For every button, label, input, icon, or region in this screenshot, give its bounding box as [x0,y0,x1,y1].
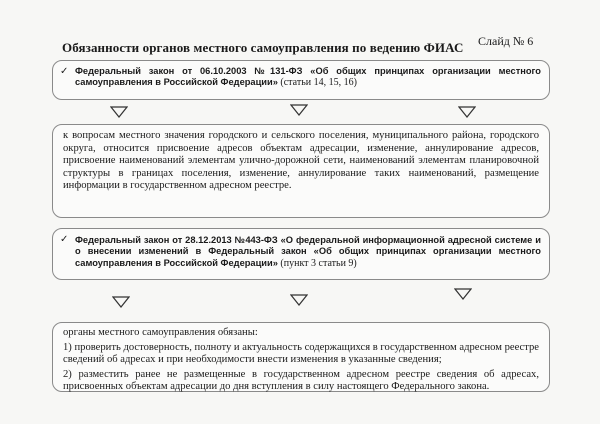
obligations-text [63,327,539,394]
obligation-item-1: 1) проверить достоверность, полноту и актуальность содержащихся в государственном адресном реестре сведений об адресах и при необходимости внести изменения в указанные сведения; [63,341,539,366]
slide-number: Слайд № 6 [478,34,534,48]
local-issues-box [52,124,550,218]
checkmark-icon: ✓ [60,234,69,245]
obligation-item-2: 2) разместить ранее не размещенные в государственном адресном реестре сведения об адресах, присвоенных объектам адресации до дня вступления в силу настоящего Федерального закона. [63,368,539,393]
down-arrow-icon [112,296,130,308]
down-arrow-icon [290,104,308,116]
down-arrow-icon [458,106,476,118]
down-arrow-icon [110,106,128,118]
checkmark-icon: ✓ [60,66,69,77]
law-131-text: Федеральный закон от 06.10.2003 №131-ФЗ «Об общих принципах организации местного самоуправления в Российской Федерации» (статьи 14, 15, 16) [75,66,541,89]
law-443-text: Федеральный закон от 28.12.2013 №443-ФЗ «О федеральной информационной адресной системе и о внесении изменений в Федеральный закон «Об общих принципах организации местного самоуправления в Российской Федерации» (пункт 3 статьи 9) [75,235,541,269]
down-arrow-icon [454,288,472,300]
law-443-box [52,228,550,280]
local-issues-text: к вопросам местного значения городского и сельского поселения, муниципального района, городского округа, относится присвоение адресов объектам адресации, изменение, аннулирование адресов, присвоение наименований элементам улично-дорожной сети, наименований элементам планировочной структуры в границах поселения, изменение, аннулирование таких наименований, размещение информации в государственном адресном реестре. [63,130,539,192]
obligations-intro: органы местного самоуправления обязаны: [63,327,258,338]
law-131-box [52,60,550,100]
down-arrow-icon [290,294,308,306]
obligations-box [52,322,550,392]
page-title: Обязанности органов местного самоуправления по ведению ФИАС [62,40,464,55]
